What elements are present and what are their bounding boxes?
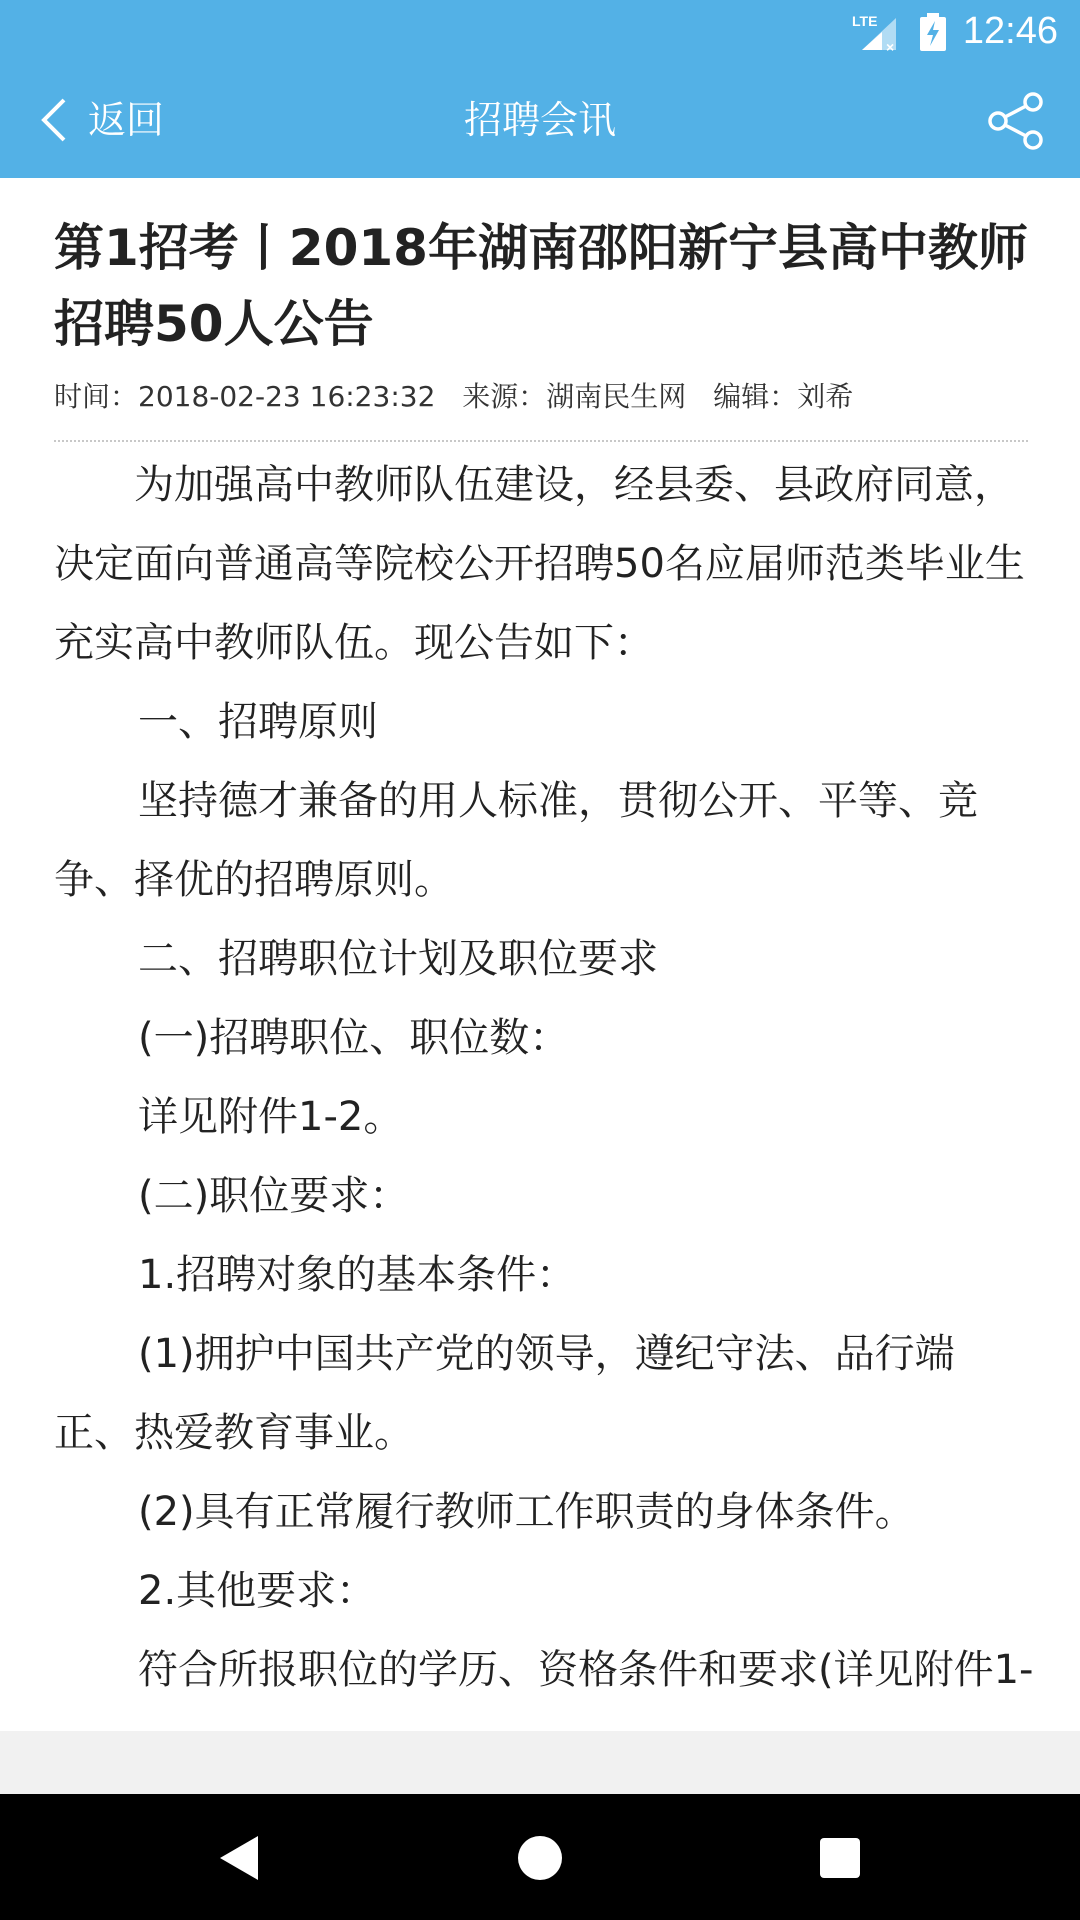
- recents-square-icon[interactable]: [812, 1830, 868, 1886]
- article-content[interactable]: [0, 178, 1080, 1731]
- share-icon[interactable]: [986, 91, 1046, 151]
- paragraph: 详见附件1-2。: [138, 1094, 404, 1140]
- status-bar: [0, 0, 1080, 63]
- status-time: 12:46: [962, 10, 1058, 52]
- divider: [54, 440, 1028, 442]
- system-nav-bar: [0, 1794, 1080, 1920]
- paragraph: 符合所报职位的学历、资格条件和要求(详见附件1-: [138, 1647, 1034, 1693]
- article-source: 来源：湖南民生网: [462, 380, 687, 413]
- paragraph: (二)职位要求：: [138, 1173, 410, 1219]
- paragraph: 二、招聘职位计划及职位要求: [138, 936, 658, 982]
- article-editor: 编辑：刘希: [713, 380, 854, 413]
- bottom-panel: [0, 1731, 1080, 1794]
- paragraph: 一、招聘原则: [138, 699, 378, 745]
- paragraph: 为加强高中教师队伍建设，经县委、县政府同意，决定面向普通高等院校公开招聘50名应届师范类毕业生充实高中教师队伍。现公告如下：: [54, 462, 1025, 666]
- article-meta: [54, 377, 871, 417]
- svg-text:LTE: LTE: [852, 13, 878, 29]
- battery-charging-icon: [920, 13, 946, 51]
- back-label: 返回: [88, 98, 165, 142]
- page-title: 招聘会讯: [463, 98, 616, 142]
- paragraph: (1)拥护中国共产党的领导，遵纪守法、品行端正、热爱教育事业。: [54, 1331, 955, 1456]
- article-title: 第1招考丨2018年湖南邵阳新宁县高中教师招聘50人公告: [54, 219, 1028, 353]
- paragraph: (一)招聘职位、职位数：: [138, 1015, 570, 1061]
- paragraph: 坚持德才兼备的用人标准，贯彻公开、平等、竞争、择优的招聘原则。: [54, 778, 978, 903]
- lte-signal-icon: [852, 12, 900, 55]
- paragraph: (2)具有正常履行教师工作职责的身体条件。: [138, 1489, 915, 1535]
- home-circle-icon[interactable]: [512, 1830, 568, 1886]
- article-time: 时间：2018-02-23 16:23:32: [54, 380, 436, 413]
- paragraph: 2.其他要求：: [138, 1568, 377, 1614]
- paragraph: 1.招聘对象的基本条件：: [138, 1252, 577, 1298]
- app-bar: [0, 63, 1080, 178]
- chevron-left-icon: [38, 96, 68, 144]
- back-button[interactable]: [38, 85, 164, 155]
- svg-text:×: ×: [886, 39, 895, 55]
- back-triangle-icon[interactable]: [212, 1830, 268, 1886]
- article-body: [54, 446, 1034, 1789]
